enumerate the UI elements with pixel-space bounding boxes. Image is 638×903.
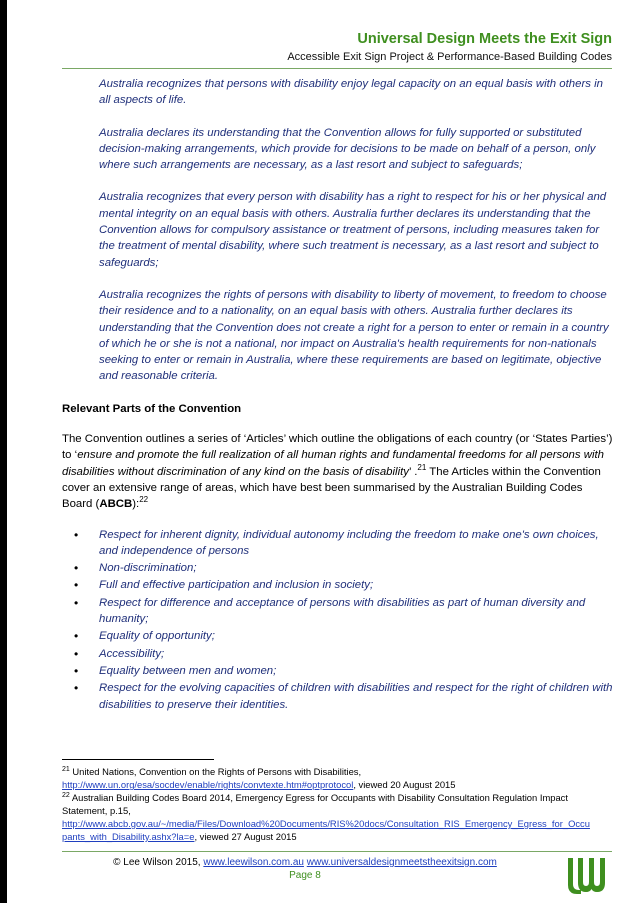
footer-copyright: © Lee Wilson 2015, — [113, 857, 204, 868]
footnote-ref-21[interactable]: 21 — [417, 462, 427, 472]
footer-link-leewilson[interactable]: www.leewilson.com.au — [203, 857, 304, 868]
declaration-quote-1: Australia recognizes that persons with disability enjoy legal capacity on an equal basis with others in all aspects of life. — [99, 78, 603, 107]
footnote-number: 22 — [62, 791, 70, 799]
list-item: • Respect for inherent dignity, individual autonomy including the freedom to make one's own choices, and independence of persons — [62, 527, 614, 560]
list-item: • Non-discrimination; — [62, 560, 614, 576]
lw-logo-icon — [564, 852, 608, 896]
declaration-quote-4: Australia recognizes the rights of persons with disability to liberty of movement, to freedom to choose their residence and to a nationality, on an equal basis with others. Australia further declares its understanding that the Convention does not create a right for a person to enter or remain in a country of which he or she is not a national, nor impact on Australia's health requirements for non-nationals seeking to enter or remain in Australia, where these requirements are based on legitimate, objective and reasonable criteria. — [99, 288, 609, 383]
declaration-quote-3: Australia recognizes that every person with disability has a right to respect for his or her physical and mental integrity on an equal basis with others. Australia further declares its understanding that the Convention allows for compulsory assistance or treatment of persons, including measures taken for the treatment of mental disability, where such treatment is necessary, as a last resort and subject to safeguards; — [99, 191, 607, 269]
footnote-22 — [62, 791, 592, 843]
footnote-21 — [62, 765, 592, 791]
list-item: • Respect for the evolving capacities of children with disabilities and respect for the right of children with disabilities to preserve their identities. — [62, 680, 614, 713]
footnote-link-un[interactable]: http://www.un.org/esa/socdev/enable/rights/convtexte.htm#optprotocol — [62, 779, 354, 790]
page-number: Page 8 — [289, 870, 321, 881]
page-header — [287, 30, 612, 64]
para-text-1: The Convention outlines a series of ‘Articles’ which outline the obligations of each country (or ‘States Parties’) to ‘ — [62, 433, 613, 462]
para-text-2: ’ . — [408, 465, 418, 478]
header-title: Universal Design Meets the Exit Sign — [357, 31, 612, 47]
header-divider — [62, 68, 612, 69]
list-item: • Respect for difference and acceptance of persons with disabilities as part of human diversity and humanity; — [62, 595, 614, 628]
page-body — [62, 76, 614, 714]
para-text-4: ): — [132, 498, 140, 511]
list-item: • Accessibility; — [62, 646, 614, 662]
abbr-abcb: ABCB — [99, 498, 133, 511]
principles-list — [62, 527, 614, 713]
list-item: • Equality of opportunity; — [62, 628, 614, 644]
para-quote: ensure and promote the full realization of all human rights and fundamental freedoms for all persons with disabilities without discrimination of any kind on the basis of disability — [62, 449, 604, 478]
convention-paragraph — [62, 431, 614, 512]
section-heading: Relevant Parts of the Convention — [62, 402, 242, 415]
page-footer — [62, 856, 548, 882]
footnote-number: 21 — [62, 765, 70, 773]
footnotes — [62, 765, 592, 843]
footnote-viewed: , viewed 27 August 2015 — [194, 831, 297, 842]
footnote-text: United Nations, Convention on the Rights of Persons with Disabilities, — [69, 766, 362, 777]
para-text-3: The Articles within the Convention cover an extensive range of areas, which have best been summarised by the Australian Building Codes Board ( — [62, 465, 601, 511]
declaration-quote-2: Australia declares its understanding that the Convention allows for fully supported or substituted decision-making arrangements, which provide for decisions to be made on behalf of a person, only where such arrangements are necessary, as a last resort and subject to safeguards; — [99, 126, 596, 172]
footnote-viewed: , viewed 20 August 2015 — [353, 779, 456, 790]
footer-links-line — [62, 856, 548, 869]
footnote-link-abcb[interactable]: http://www.abcb.gov.au/~/media/Files/Download%20Documents/RIS%20docs/Consultation_RIS_Emergency_Egress_for_Occupants_with_Disability.ashx?la=e — [62, 818, 590, 842]
list-item: • Equality between men and women; — [62, 663, 614, 679]
header-subtitle: Accessible Exit Sign Project & Performance-Based Building Codes — [287, 51, 612, 63]
footnote-ref-22[interactable]: 22 — [139, 495, 149, 505]
footnote-divider — [62, 759, 214, 760]
page-left-edge-bar — [0, 0, 7, 903]
footnote-text: Australian Building Codes Board 2014, Emergency Egress for Occupants with Disability Consultation Regulation Impact Statement, p.15, — [62, 792, 568, 816]
footer-divider — [62, 851, 612, 852]
list-item: • Full and effective participation and inclusion in society; — [62, 577, 614, 593]
footer-link-udmes[interactable]: www.universaldesignmeetstheexitsign.com — [306, 857, 497, 868]
